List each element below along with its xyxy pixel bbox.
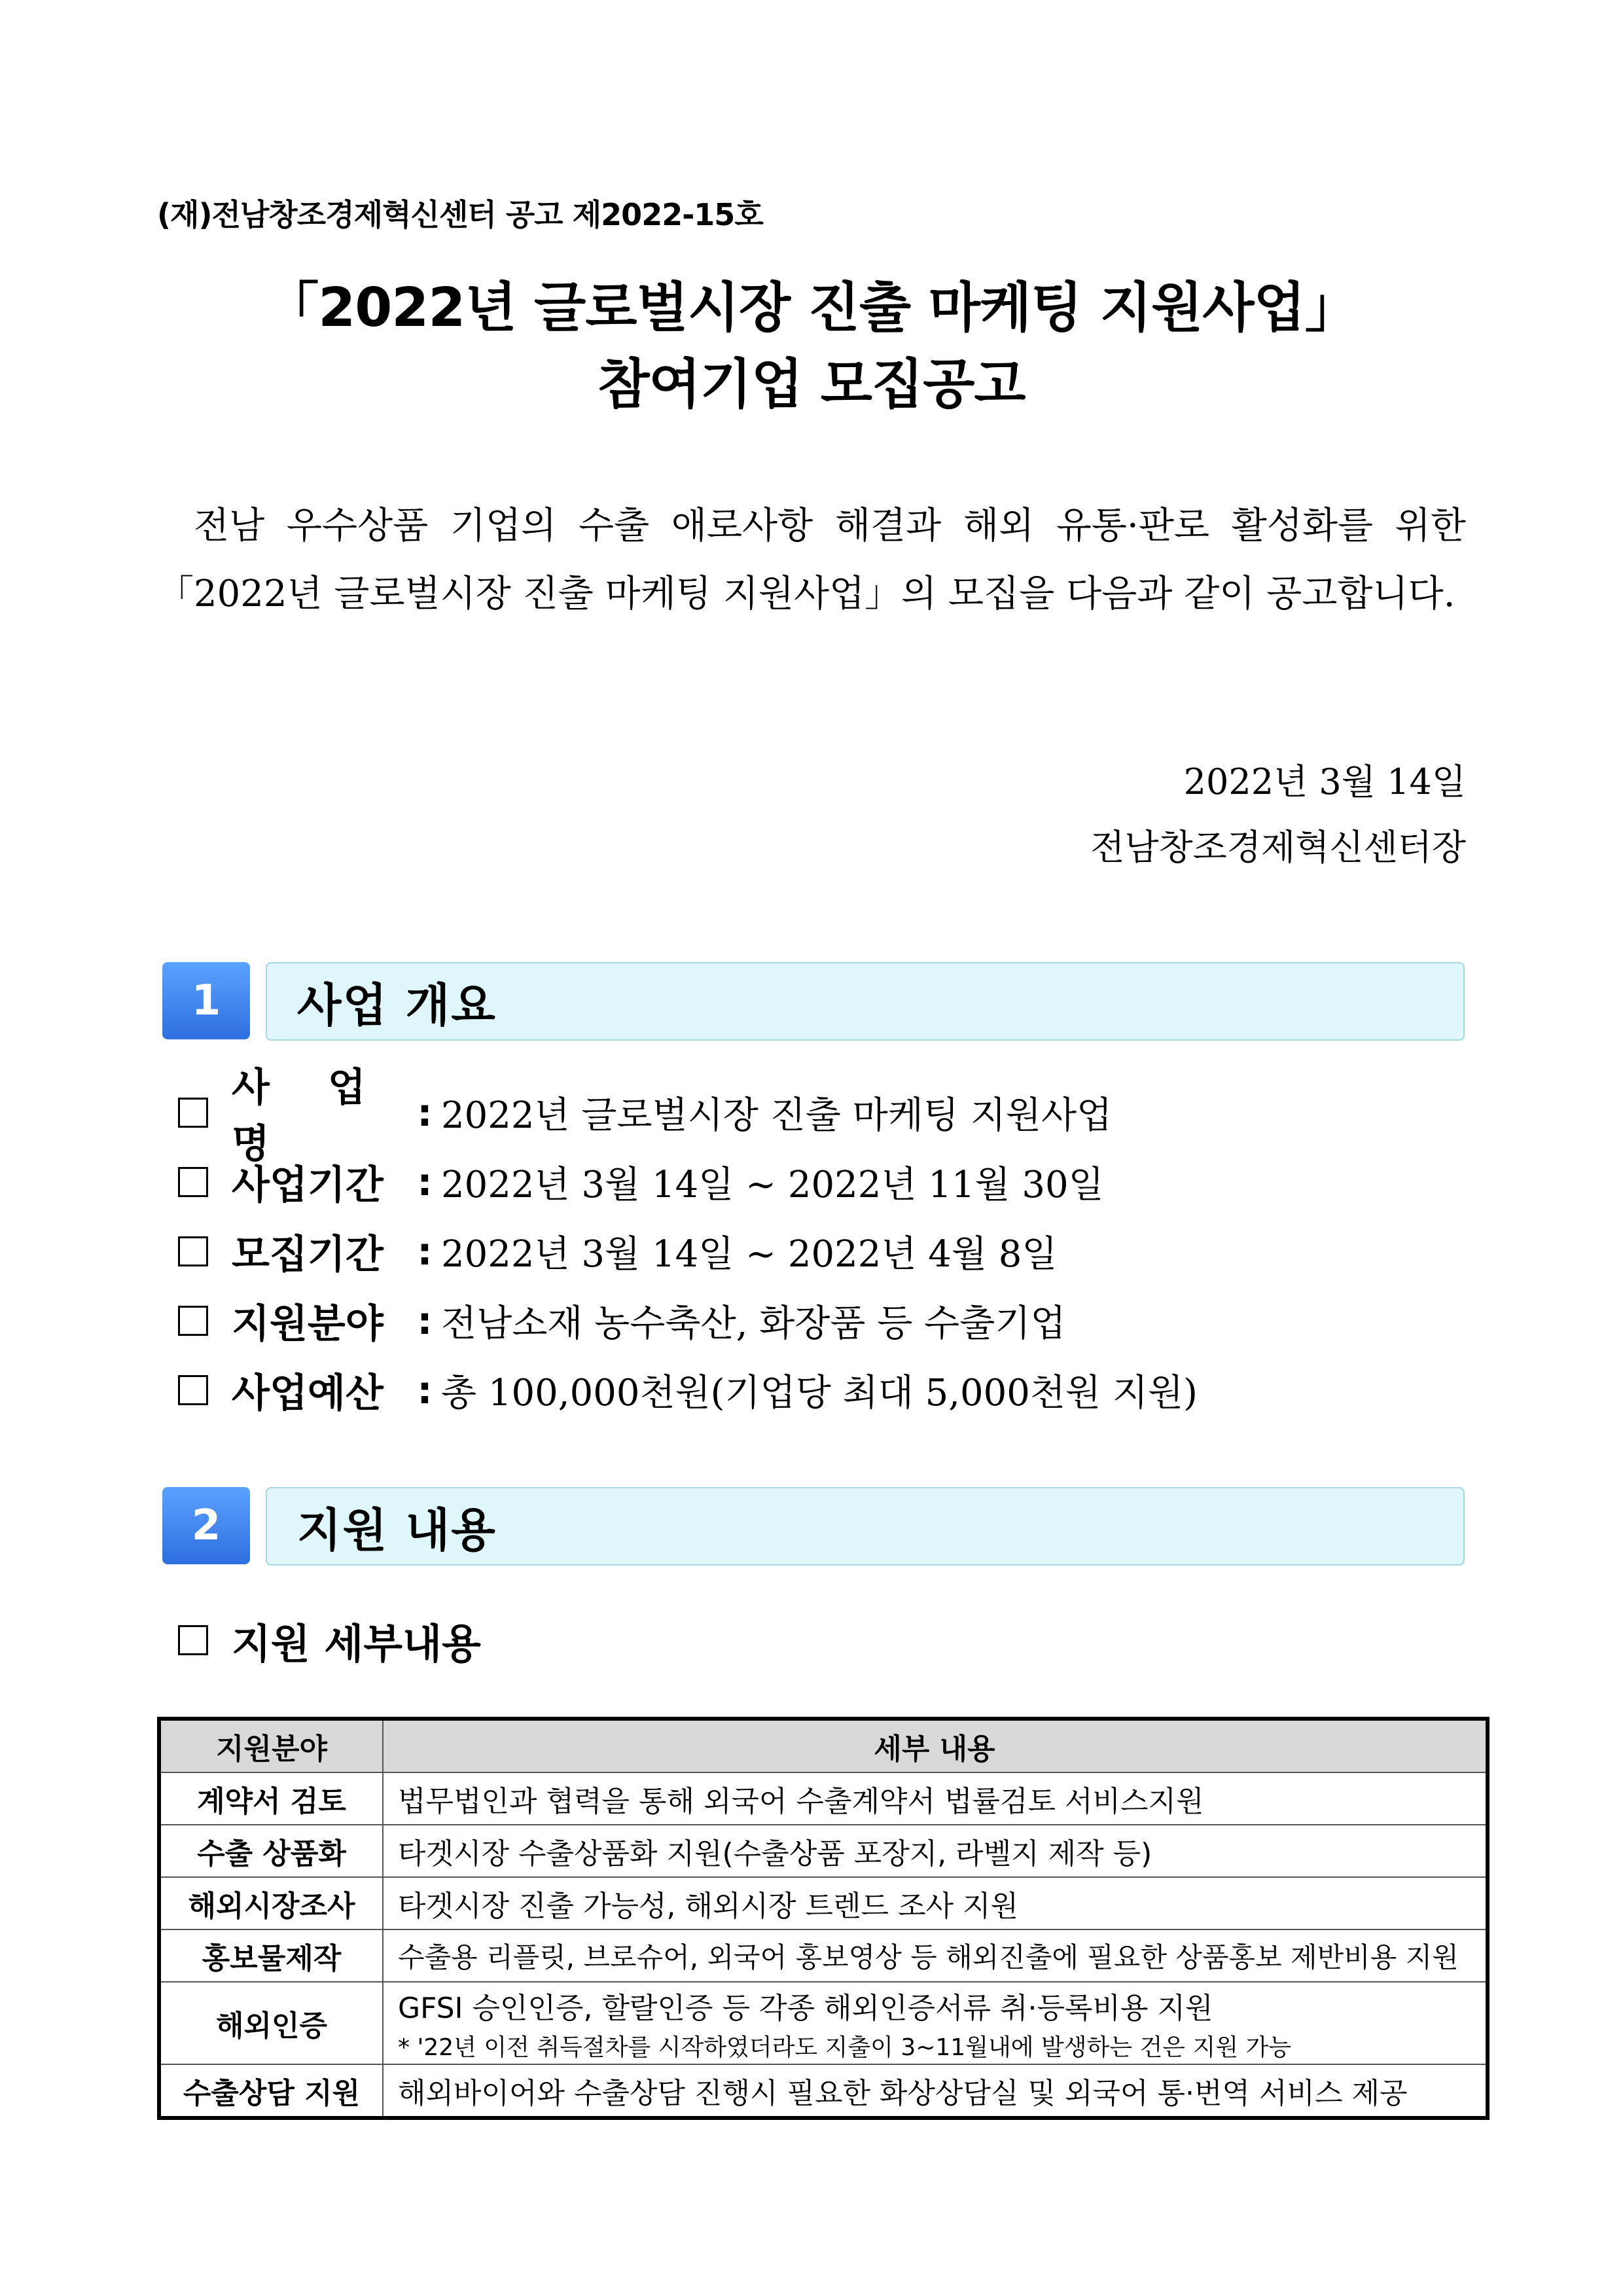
field-cell: 수출 상품화: [159, 1825, 383, 1877]
desc-cell: 법무법인과 협력을 통해 외국어 수출계약서 법률검토 서비스지원: [383, 1772, 1488, 1825]
table-row: [159, 1772, 1488, 1825]
detail-heading-item: [178, 1614, 481, 1666]
overview-item: [178, 1295, 1066, 1347]
overview-value: 2022년 글로벌시장 진출 마케팅 지원사업: [441, 1094, 1113, 1137]
overview-value: 2022년 3월 14일 ~ 2022년 11월 30일: [441, 1164, 1104, 1206]
field-cell: 홍보물제작: [159, 1929, 383, 1982]
checkbox-icon: [178, 1167, 208, 1197]
intro-paragraph: [157, 492, 1466, 628]
overview-item: [178, 1364, 1198, 1416]
colon-separator: :: [417, 1229, 433, 1274]
table-header-row: [159, 1719, 1488, 1772]
checkbox-icon: [178, 1375, 208, 1405]
overview-label: 사 업 명: [232, 1065, 388, 1167]
overview-value: 2022년 3월 14일 ~ 2022년 4월 8일: [441, 1233, 1058, 1276]
overview-label: 사업기간: [232, 1162, 383, 1208]
field-cell: 해외인증: [159, 1982, 383, 2064]
desc-cell: 해외바이어와 수출상담 진행시 필요한 화상상담실 및 외국어 통·번역 서비스 제공: [383, 2064, 1488, 2118]
field-cell: 수출상담 지원: [159, 2064, 383, 2118]
section-number-badge: 1: [162, 962, 250, 1039]
table-row: [159, 1877, 1488, 1929]
document-title-line2: 참여기업 모집공고: [597, 353, 1026, 416]
announcement-date: 2022년 3월 14일: [1183, 761, 1466, 802]
column-header: 세부 내용: [383, 1719, 1488, 1772]
section-title: 사업 개요: [297, 978, 497, 1032]
desc-text: GFSI 승인인증, 할랄인증 등 각종 해외인증서류 취·등록비용 지원: [398, 1991, 1213, 2025]
colon-separator: :: [417, 1090, 433, 1135]
overview-label: 모집기간: [232, 1232, 383, 1278]
intro-text: 전남 우수상품 기업의 수출 애로사항 해결과 해외 유통·판로 활성화를 위한「2022년 글로벌시장 진출 마케팅 지원사업」의 모집을 다음과 같이 공고합니다.: [157, 505, 1466, 615]
section-header-box: [266, 1487, 1465, 1566]
column-header: 지원분야: [159, 1719, 383, 1772]
overview-item: [178, 1225, 1057, 1278]
checkbox-icon: [178, 1306, 208, 1336]
document-title-line1: 「2022년 글로벌시장 진출 마케팅 지원사업」: [265, 277, 1358, 339]
section-number-badge: 2: [162, 1487, 250, 1564]
notice-number: (재)전남창조경제혁신센터 공고 제2022-15호: [157, 197, 763, 232]
table-row: [159, 1982, 1488, 2064]
overview-item: [178, 1065, 1113, 1167]
table-row: [159, 1929, 1488, 1982]
table-row: [159, 2064, 1488, 2118]
overview-label: 사업예산: [232, 1371, 383, 1416]
table-row: [159, 1825, 1488, 1877]
colon-separator: :: [417, 1299, 433, 1343]
section-title: 지원 내용: [297, 1503, 497, 1557]
colon-separator: :: [417, 1368, 433, 1412]
field-cell: 계약서 검토: [159, 1772, 383, 1825]
overview-value: 전남소재 농수축산, 화장품 등 수출기업: [441, 1302, 1066, 1345]
desc-note: * '22년 이전 취득절차를 시작하였더라도 지출이 3~11월내에 발생하는 건은 지원 가능: [398, 2034, 1292, 2061]
desc-cell: [383, 1982, 1488, 2064]
checkbox-icon: [178, 1098, 208, 1128]
issuer-name: 전남창조경제혁신센터장: [1090, 827, 1466, 868]
overview-value: 총 100,000천원(기업당 최대 5,000천원 지원): [441, 1372, 1198, 1414]
colon-separator: :: [417, 1160, 433, 1204]
detail-heading: 지원 세부내용: [232, 1619, 481, 1668]
section-header-box: [266, 962, 1465, 1041]
overview-label: 지원분야: [232, 1301, 383, 1347]
desc-cell: 수출용 리플릿, 브로슈어, 외국어 홍보영상 등 해외진출에 필요한 상품홍보 제반비용 지원: [383, 1929, 1488, 1982]
desc-cell: 타겟시장 진출 가능성, 해외시장 트렌드 조사 지원: [383, 1877, 1488, 1929]
support-detail-table: [157, 1717, 1489, 2120]
field-cell: 해외시장조사: [159, 1877, 383, 1929]
overview-item: [178, 1156, 1104, 1208]
desc-cell: 타겟시장 수출상품화 지원(수출상품 포장지, 라벨지 제작 등): [383, 1825, 1488, 1877]
checkbox-icon: [178, 1236, 208, 1266]
checkbox-icon: [178, 1625, 208, 1655]
